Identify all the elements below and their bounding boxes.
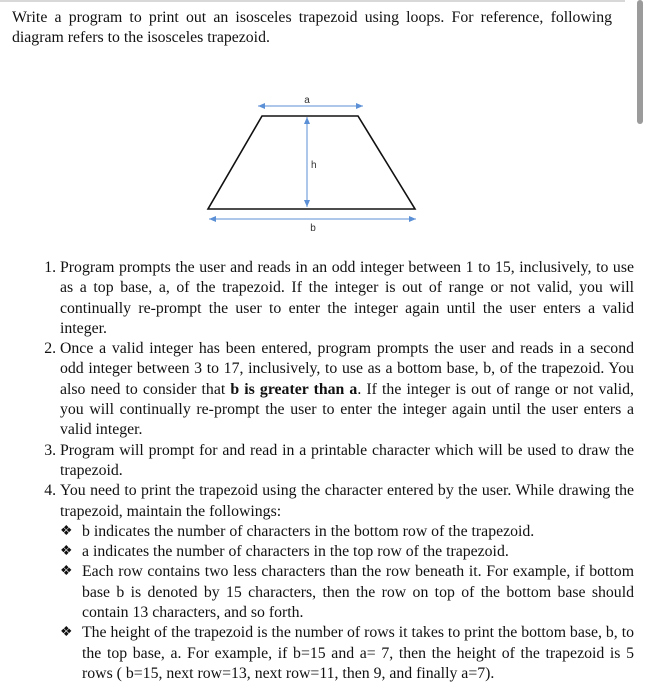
step-3 <box>60 441 634 482</box>
step-2-text-before: Once a valid integer has been entered, program prompts the user and reads in a second odd integer between 3 to 17, inclusively, to use as a bottom base, b, of the trapezoid. You also need to consider that <box>60 340 634 398</box>
diamond-bullet-icon: ❖ <box>60 564 73 580</box>
bullet-text: a indicates the number of characters in the top row of the trapezoid. <box>82 543 509 561</box>
intro-paragraph: Write a program to print out an isosceles trapezoid using loops. For reference, following diagram refers to the isosceles trapezoid. <box>12 9 612 46</box>
bullet-item <box>60 522 634 542</box>
bullet-text: b indicates the number of characters in the bottom row of the trapezoid. <box>82 522 535 540</box>
label-h: h <box>311 160 317 171</box>
step-2-text-after: . If the integer is out of range or not valid, you will continually re-prompt the user to enter the integer again until the user enters a valid integer. <box>60 380 634 439</box>
step-4-text: You need to print the trapezoid using the character entered by the user. While drawing the trapezoid, maintain the followings: <box>60 482 634 520</box>
bullet-item <box>60 623 634 684</box>
trapezoid-diagram <box>0 0 648 250</box>
diamond-bullet-icon: ❖ <box>60 523 73 539</box>
step-3-text: Program will prompt for and read in a printable character which will be used to draw the trapezoid. <box>60 441 634 479</box>
label-b: b <box>310 223 316 234</box>
step-4 <box>60 481 634 684</box>
requirements-list <box>30 258 634 684</box>
step-1-text: Program prompts the user and reads in an odd integer between 1 to 15, inclusively, to use as a top base, a, of the trapezoid. If the integer is out of range or not valid, you will continually re-prompt the user to enter the integer again until the user enters a valid integer. <box>60 259 634 337</box>
bullet-text: The height of the trapezoid is the number of rows it takes to print the bottom base, b, to the top base, a. For example, if b=15 and a= 7, then the height of the trapezoid is 5 rows ( b=15, next row=13, next row=11, then 9, and finally a=7). <box>82 624 634 682</box>
bullet-text: Each row contains two less characters than the row beneath it. For example, if bottom base b is denoted by 15 characters, then the row on top of the bottom base should contain 13 characters, and so forth. <box>82 563 634 622</box>
diamond-bullet-icon: ❖ <box>60 544 73 560</box>
step-2 <box>60 339 634 440</box>
step-4-bullets <box>60 522 634 684</box>
step-2-bold: b is greater than a <box>230 380 358 398</box>
label-a: a <box>304 95 310 106</box>
step-1 <box>60 258 634 339</box>
bullet-item <box>60 562 634 623</box>
diamond-bullet-icon: ❖ <box>60 625 73 641</box>
bullet-item <box>60 542 634 562</box>
